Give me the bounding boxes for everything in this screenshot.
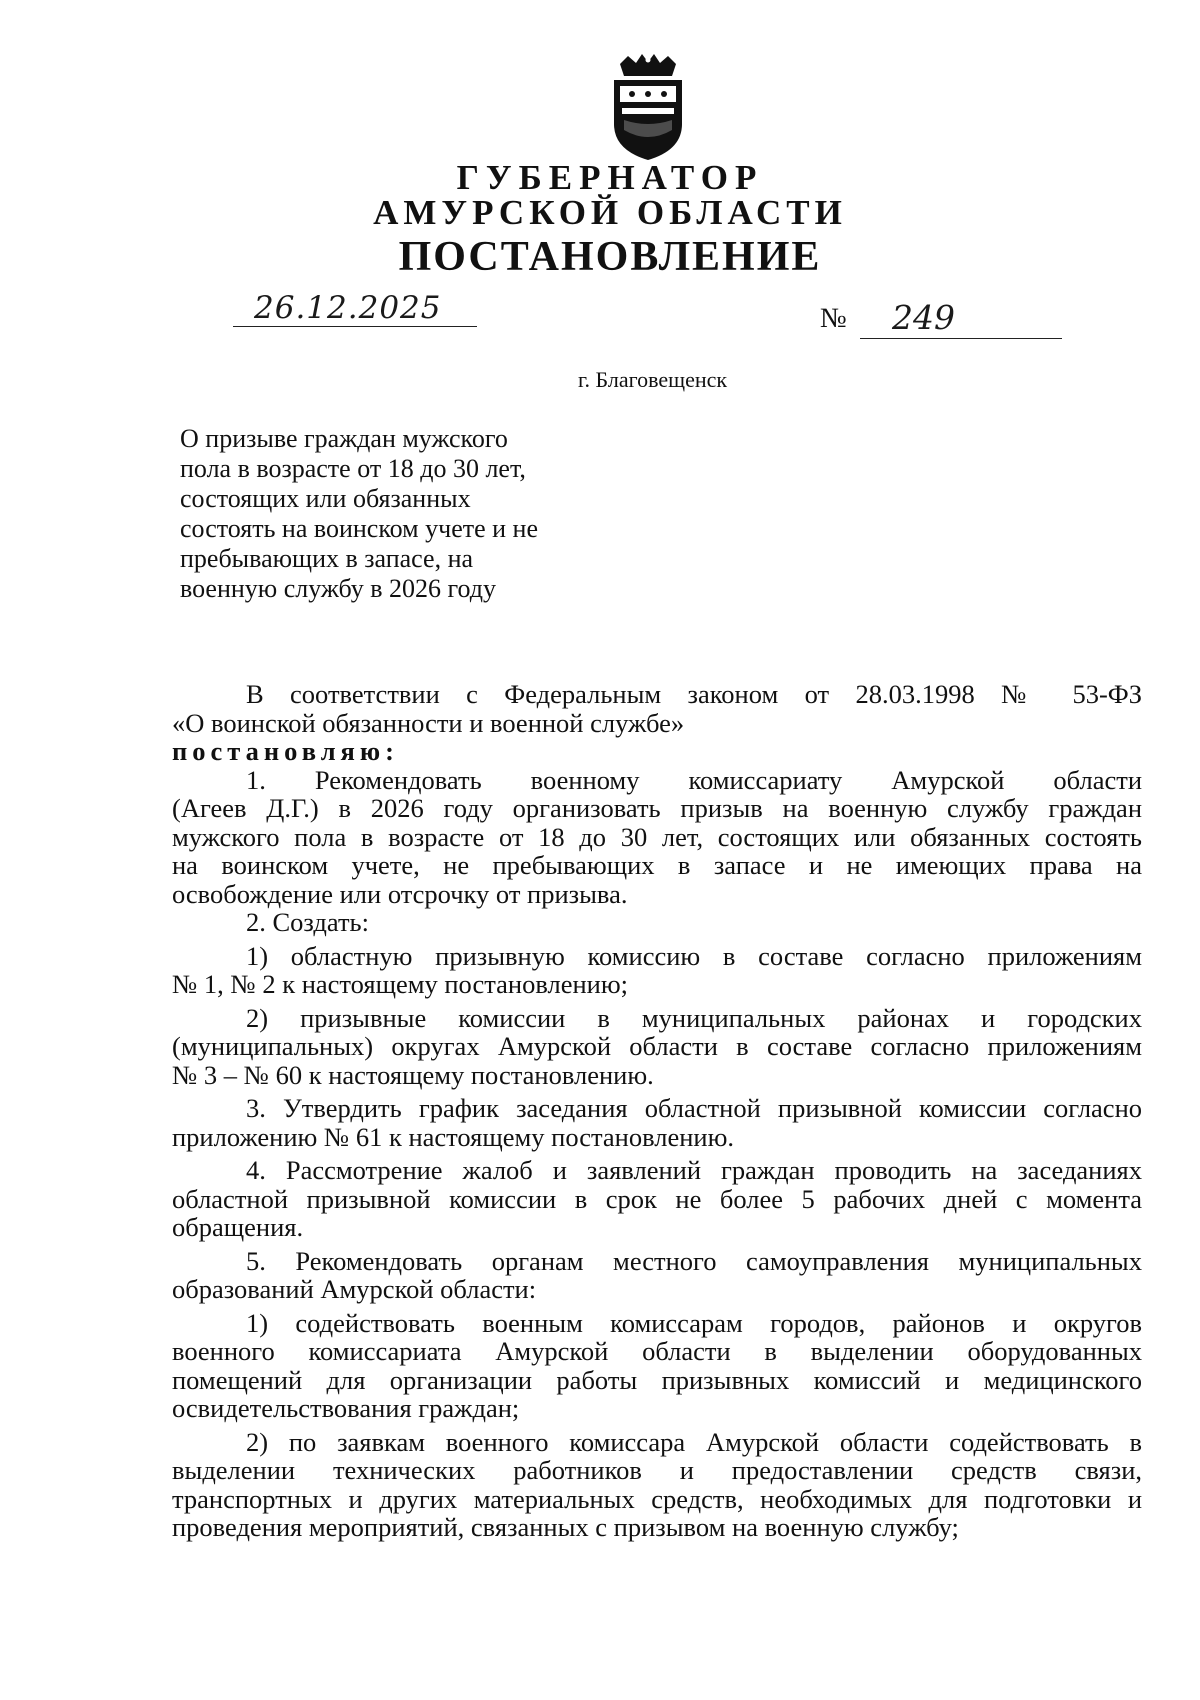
paragraph-1-line: (Агеев Д.Г.) в 2026 году организовать призыв на военную службу граждан — [172, 793, 1142, 823]
document-body — [172, 680, 1142, 1542]
title-line: военную службу в 2026 году — [180, 574, 497, 603]
title-line: состоящих или обязанных — [180, 484, 471, 513]
header-governor: ГУБЕРНАТОР — [456, 158, 764, 197]
paragraph-5-line: 5. Рекомендовать органам местного самоуправления муниципальных — [246, 1245, 1142, 1276]
paragraph-2-2-line: 2) призывные комиссии в муниципальных районах и городских — [246, 1002, 1142, 1033]
number-label: № — [820, 303, 847, 334]
paragraph-1-line: освобождение или отсрочку от призыва. — [172, 878, 628, 909]
header-doc-type: ПОСТАНОВЛЕНИЕ — [398, 234, 822, 280]
date-underline — [233, 326, 477, 327]
title-line: состоять на воинском учете и не — [180, 514, 539, 543]
paragraph-4-line: 4. Рассмотрение жалоб и заявлений граждан проводить на заседаниях — [246, 1155, 1142, 1185]
document-date: 26.12.2025 — [254, 290, 442, 326]
paragraph-5-line: образований Амурской области: — [172, 1274, 537, 1304]
paragraph-5-1-line: военного комиссариата Амурской области в выделении оборудованных — [172, 1336, 1142, 1366]
paragraph-1-line: на воинском учете, не пребывающих в запасе и не имеющих права на — [172, 850, 1142, 880]
paragraph-4-line: областной призывной комиссии в срок не более 5 рабочих дней с момента — [172, 1183, 1142, 1214]
preamble-line: В соответствии с Федеральным законом от 28.03.1998 № 53-ФЗ — [246, 679, 1142, 709]
title-line: пребывающих в запасе, на — [180, 544, 474, 573]
paragraph-5-1-line: помещений для организации работы призывных комиссий и медицинского — [172, 1364, 1142, 1395]
preamble-line: «О воинской обязанности и военной службе» — [172, 707, 685, 738]
resolution-word: постановляю: — [172, 736, 399, 766]
header-region: АМУРСКОЙ ОБЛАСТИ — [373, 193, 847, 232]
title-line: пола в возрасте от 18 до 30 лет, — [180, 454, 526, 483]
paragraph-2-1-line: 1) областную призывную комиссию в составе согласно приложениям — [246, 940, 1142, 971]
paragraph-5-2-line: 2) по заявкам военного комиссара Амурской области содействовать в — [246, 1426, 1142, 1457]
paragraph-2-2-line: № 3 – № 60 к настоящему постановлению. — [172, 1059, 654, 1090]
paragraph-2-1-line: № 1, № 2 к настоящему постановлению; — [172, 969, 628, 999]
paragraph-5-2-line: выделении технических работников и предоставлении средств связи, — [172, 1455, 1142, 1485]
paragraph-5-1-line: освидетельствования граждан; — [172, 1393, 520, 1423]
title-line: О призыве граждан мужского — [180, 424, 508, 453]
document-number: 249 — [892, 298, 955, 337]
document-title — [180, 424, 600, 604]
paragraph-5-1-line: 1) содействовать военным комиссарам городов, районов и округов — [246, 1307, 1142, 1338]
number-underline — [860, 338, 1062, 339]
paragraph-1-line: 1. Рекомендовать военному комиссариату Амурской области — [246, 764, 1142, 795]
paragraph-3-line: приложению № 61 к настоящему постановлению. — [172, 1121, 735, 1152]
paragraph-5-2-line: транспортных и других материальных средств, необходимых для подготовки и — [172, 1483, 1142, 1514]
paragraph-4-line: обращения. — [172, 1212, 304, 1242]
paragraph-2-line: 2. Создать: — [246, 907, 370, 937]
paragraph-3-line: 3. Утвердить график заседания областной призывной комиссии согласно — [246, 1093, 1142, 1123]
amur-region-coat-of-arms-icon — [606, 54, 690, 162]
paragraph-2-2-line: (муниципальных) округах Амурской области в составе согласно приложениям — [172, 1031, 1142, 1061]
paragraph-5-2-line: проведения мероприятий, связанных с призывом на военную службу; — [172, 1512, 959, 1542]
city: г. Благовещенск — [578, 367, 728, 392]
paragraph-1-line: мужского пола в возрасте от 18 до 30 лет, состоящих или обязанных состоять — [172, 821, 1142, 852]
